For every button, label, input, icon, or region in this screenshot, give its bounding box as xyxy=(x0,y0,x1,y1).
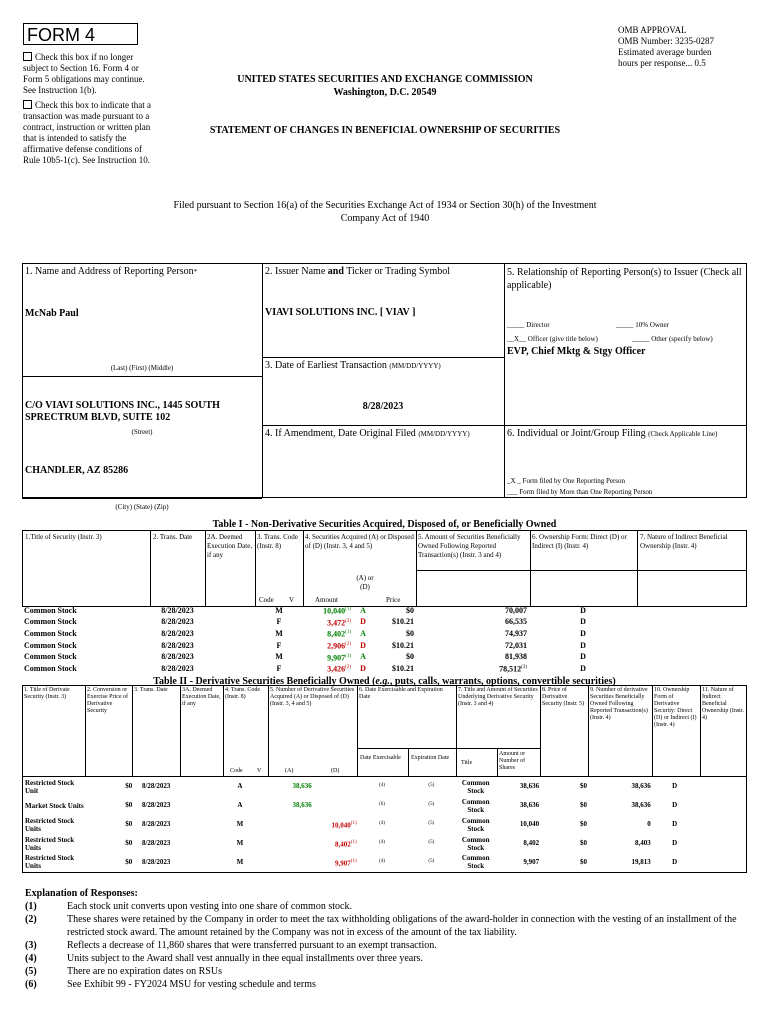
t2-form: D xyxy=(672,820,678,828)
t2-deemed xyxy=(180,815,223,834)
t1-amount-value: 8,402 xyxy=(327,629,346,639)
t2-exer xyxy=(357,777,408,796)
t2-exer-footnote: (4) xyxy=(379,820,385,826)
t1-owned xyxy=(416,640,529,652)
t2-exp xyxy=(407,853,455,872)
t2-price: $0 xyxy=(125,820,133,828)
t2-date: 8/28/2023 xyxy=(141,782,171,790)
t2-exp-footnote: (5) xyxy=(428,820,435,826)
t2-dprice: $0 xyxy=(579,782,587,790)
table2-rows xyxy=(22,777,747,873)
table2-row xyxy=(23,777,747,796)
t1-code: M xyxy=(275,605,283,615)
t2-owned: 8,403 xyxy=(635,839,651,847)
t1-price: $0 xyxy=(406,652,414,662)
t2-owned: 0 xyxy=(647,820,651,828)
box4-label: 4. If Amendment, Date Original Filed (MM/DD/YYYY) xyxy=(265,428,470,439)
t2-deemed xyxy=(180,834,223,853)
agency-name: UNITED STATES SECURITIES AND EXCHANGE COMMISSION xyxy=(237,74,533,85)
t2-sub-exp: Expiration Date xyxy=(411,755,450,761)
t1-title: Common Stock xyxy=(24,652,77,662)
t1-nature xyxy=(637,663,747,675)
officer-title: EVP, Chief Mktg & Stgy Officer xyxy=(507,346,646,357)
street-sublabel: (Street) xyxy=(131,428,153,436)
t1-code: F xyxy=(276,640,282,650)
t1-form: D xyxy=(580,652,586,662)
t2-deemed xyxy=(180,796,223,815)
t1-deemed xyxy=(205,663,255,675)
explanation-item xyxy=(25,952,745,965)
t2-exp xyxy=(407,834,455,853)
explanation-text: Reflects a decrease of 11,860 shares that were transferred pursuant to an exempt transaction. xyxy=(67,940,437,951)
t1-sub-code: Code xyxy=(259,596,274,604)
t1-v xyxy=(303,628,313,640)
t1-deemed xyxy=(205,652,255,664)
t1-h4: 4. Securities Acquired (A) or Disposed of (D) (Instr. 3, 4 and 5) xyxy=(305,533,414,550)
t2-sub-v: V xyxy=(257,768,262,774)
t2-sub-amt: Amount or Number of Shares xyxy=(499,751,526,771)
t1-owned-value: 74,937 xyxy=(505,629,527,639)
t1-v xyxy=(303,605,313,617)
t2-sub-d: (D) xyxy=(331,768,340,774)
t2-a: 38,636 xyxy=(292,801,312,809)
t1-price: $10.21 xyxy=(392,640,414,650)
t1-nature xyxy=(637,605,747,617)
t2-title: Restricted Stock Units xyxy=(25,816,75,833)
t2-utitle: Common Stock xyxy=(461,816,490,833)
filing-option-one[interactable]: _X _ Form filed by One Reporting Person xyxy=(507,477,626,485)
t2-dprice: $0 xyxy=(579,857,587,866)
t1-amount-value: 9,907 xyxy=(327,653,346,663)
table1-row xyxy=(22,628,747,640)
owner10-option[interactable]: _____ 10% Owner xyxy=(616,321,669,329)
t1-v xyxy=(303,640,313,652)
t2-exer xyxy=(357,834,408,853)
t2-h6: 6. Date Exercisable and Expiration Date xyxy=(359,687,443,700)
t1-amount-value: 10,040 xyxy=(323,606,346,616)
t2-d xyxy=(312,815,357,834)
t1-h7: 7. Nature of Indirect Beneficial Ownership (Instr. 4) xyxy=(640,533,728,550)
t2-exer xyxy=(357,796,408,815)
table1-title: Table I - Non-Derivative Securities Acquired, Disposed of, or Beneficially Owned xyxy=(212,519,557,530)
earliest-transaction-date: 8/28/2023 xyxy=(362,401,404,412)
t2-exp xyxy=(407,815,455,834)
t2-code: A xyxy=(237,801,243,809)
t2-nature xyxy=(699,834,747,853)
t2-d xyxy=(312,853,357,872)
t1-owned xyxy=(416,652,529,664)
t2-sub-title: Title xyxy=(461,760,473,766)
t1-title: Common Stock xyxy=(24,605,77,615)
explanation-number: (1) xyxy=(25,901,37,912)
checkbox-icon[interactable] xyxy=(23,100,32,109)
city-sublabel: (City) (State) (Zip) xyxy=(115,503,169,511)
t2-uamt: 10,040 xyxy=(519,820,540,828)
explanation-number: (5) xyxy=(25,966,37,977)
t2-d xyxy=(312,796,357,815)
t1-amount-footnote: (2) xyxy=(345,618,351,624)
t2-d-footnote: (1) xyxy=(350,820,357,826)
t1-h3: 3. Trans. Code (Instr. 8) xyxy=(257,533,298,550)
t2-d-value: 10,040 xyxy=(331,821,351,830)
explanation-item xyxy=(25,900,745,913)
form-title: FORM 4 xyxy=(27,25,96,45)
t1-date: 8/28/2023 xyxy=(161,629,194,639)
t1-amount-footnote: (1) xyxy=(345,630,351,636)
t1-deemed xyxy=(205,617,255,629)
t2-dprice: $0 xyxy=(579,820,587,828)
t2-d-value: 9,907 xyxy=(335,858,351,867)
t1-nature xyxy=(637,640,747,652)
t2-utitle: Common Stock xyxy=(461,778,490,795)
t1-amount-footnote: (1) xyxy=(345,653,351,659)
form-title-box xyxy=(23,23,138,45)
t1-price: $0 xyxy=(406,629,414,639)
t2-uamt: 38,636 xyxy=(519,801,540,809)
director-option[interactable]: _____ Director xyxy=(507,321,550,329)
t1-aord: A xyxy=(360,652,366,662)
t2-title: Restricted Stock Unit xyxy=(25,778,75,795)
t1-amount xyxy=(313,663,353,675)
t1-title: Common Stock xyxy=(24,640,77,650)
t2-exer-footnote: (6) xyxy=(379,801,385,807)
t1-owned xyxy=(416,605,529,617)
t1-owned xyxy=(416,617,529,629)
reporting-person-name: McNab Paul xyxy=(25,308,79,319)
t2-nature xyxy=(699,796,747,815)
t2-h3a: 3A. Deemed Execution Date, if any xyxy=(182,687,221,707)
explanation-title: Explanation of Responses: xyxy=(25,888,138,899)
t2-title: Market Stock Units xyxy=(25,801,84,810)
issuer-name: VIAVI SOLUTIONS INC. [ VIAV ] xyxy=(265,307,416,318)
t2-nature xyxy=(699,815,747,834)
t1-date: 8/28/2023 xyxy=(161,652,194,662)
statement-title: STATEMENT OF CHANGES IN BENEFICIAL OWNERSHIP OF SECURITIES xyxy=(209,125,561,136)
table2-row xyxy=(23,834,747,853)
t1-date: 8/28/2023 xyxy=(161,605,194,615)
t2-h7: 7. Title and Amount of Securities Underlying Derivative Security (Instr. 3 and 4) xyxy=(458,687,538,707)
explanation-number: (2) xyxy=(25,914,37,925)
t1-amount-value: 2,906 xyxy=(327,641,346,651)
t1-v xyxy=(303,652,313,664)
explanation-item xyxy=(25,965,745,978)
t1-date: 8/28/2023 xyxy=(161,664,194,674)
checkbox-section16[interactable]: Check this box if no longer subject to Section 16. Form 4 or Form 5 obligations may continue. See Instruction 1(b). xyxy=(23,52,145,95)
filed-pursuant: Filed pursuant to Section 16(a) of the Securities Exchange Act of 1934 or Section 30(h) of the Investment Company Act of 1940 xyxy=(173,200,597,224)
t2-nature xyxy=(699,777,747,796)
t1-aord: D xyxy=(360,640,366,650)
t2-exp xyxy=(407,777,455,796)
box5-label: 5. Relationship of Reporting Person(s) to Issuer (Check all applicable) xyxy=(507,267,742,291)
t1-nature xyxy=(637,652,747,664)
t2-code: A xyxy=(237,782,243,790)
t2-h1: 1. Title of Derivate Security (Instr. 3) xyxy=(24,687,70,700)
explanation-item xyxy=(25,913,745,939)
t1-nature xyxy=(637,628,747,640)
t2-form: D xyxy=(672,782,678,790)
t1-date: 8/28/2023 xyxy=(161,640,194,650)
t2-date: 8/28/2023 xyxy=(141,857,171,866)
t1-sub-price: Price xyxy=(386,596,401,604)
t2-uamt: 38,636 xyxy=(519,782,540,790)
t2-owned: 38,636 xyxy=(631,801,651,809)
t1-aord: D xyxy=(360,664,366,674)
explanation-text: These shares were retained by the Company in order to meet the tax withholding obligations of the award-holder in connection with the vesting of an installment of the restricted stock award. The amount retained by the Company was not in excess of the amount of the tax liability. xyxy=(67,914,737,938)
t1-code: F xyxy=(276,617,282,627)
table2-title: Table II - Derivative Securities Beneficially Owned (e.g., puts, calls, warrants, options, convertible securities) xyxy=(153,676,616,687)
box3-label: 3. Date of Earliest Transaction (MM/DD/YYYY) xyxy=(265,360,441,371)
t2-deemed xyxy=(180,853,223,872)
reporting-info-grid xyxy=(22,263,747,498)
t2-sub-a: (A) xyxy=(285,768,294,774)
t2-d-footnote: (1) xyxy=(350,839,357,845)
explanation-text: Units subject to the Award shall vest annually in thee equal installments over three years. xyxy=(67,953,423,964)
box6-label: 6. Individual or Joint/Group Filing (Check Applicable Line) xyxy=(507,428,718,439)
t2-utitle: Common Stock xyxy=(461,854,490,871)
t2-a xyxy=(268,815,312,834)
t2-exer-footnote: (4) xyxy=(379,858,385,864)
t2-owned: 38,636 xyxy=(631,782,651,790)
explanation-number: (3) xyxy=(25,940,37,951)
t1-sub-aord: (A) or (D) xyxy=(356,574,374,591)
t2-sub-code: Code xyxy=(230,768,243,774)
t1-amount xyxy=(313,617,353,629)
t2-code: M xyxy=(236,857,244,866)
t1-deemed xyxy=(205,628,255,640)
t2-dprice: $0 xyxy=(579,801,587,809)
t2-price: $0 xyxy=(125,801,133,809)
t2-code: M xyxy=(236,820,244,828)
t2-h3: 3. Trans. Date xyxy=(134,687,168,693)
t1-deemed xyxy=(205,605,255,617)
t2-uamt: 9,907 xyxy=(523,857,540,866)
t1-form: D xyxy=(580,617,586,627)
t2-price: $0 xyxy=(125,857,133,866)
t1-v xyxy=(303,663,313,675)
t1-owned-footnote: (3) xyxy=(521,665,527,671)
officer-option[interactable]: __X__ Officer (give title below) xyxy=(507,335,598,343)
t2-exer xyxy=(357,815,408,834)
t1-amount-footnote: (2) xyxy=(345,665,351,671)
t1-v xyxy=(303,617,313,629)
t1-amount-value: 3,472 xyxy=(327,618,346,628)
explanation-number: (6) xyxy=(25,979,37,990)
t1-code: M xyxy=(275,652,283,662)
agency-city: Washington, D.C. 20549 xyxy=(333,87,437,98)
table2-row xyxy=(23,796,747,815)
t2-sub-exer: Date Exercisable xyxy=(360,755,401,761)
t2-v xyxy=(257,815,268,834)
checkbox-icon[interactable] xyxy=(23,52,32,61)
t2-v xyxy=(257,853,268,872)
t1-form: D xyxy=(580,640,586,650)
t2-h8: 8. Price of Derivative Security (Instr. 5) xyxy=(542,687,585,707)
t2-h2: 2. Conversion or Exercise Price of Derivative Security xyxy=(87,687,128,714)
t2-utitle: Common Stock xyxy=(461,835,490,852)
t1-aord: A xyxy=(360,605,366,615)
t2-a xyxy=(268,834,312,853)
t2-uamt: 8,402 xyxy=(523,839,540,847)
t2-exer-footnote: (4) xyxy=(379,839,385,845)
table1-row xyxy=(22,663,747,675)
checkbox-10b5[interactable]: Check this box to indicate that a transaction was made pursuant to a contract, instruction or written plan that is intended to satisfy the affirmative defense conditions of Rule 10b5-1(c). See Instruction 10. xyxy=(23,100,151,165)
t2-exer xyxy=(357,853,408,872)
t1-code: M xyxy=(275,629,283,639)
t2-form: D xyxy=(672,839,678,847)
t1-owned xyxy=(416,663,529,675)
t1-sub-v: V xyxy=(289,596,295,604)
t1-price: $10.21 xyxy=(392,664,414,674)
t1-owned xyxy=(416,628,529,640)
t2-price: $0 xyxy=(125,782,133,790)
table2-row xyxy=(23,853,747,872)
omb-approval: OMB APPROVAL OMB Number: 3235-0287 Estimated average burden hours per response... 0.5 xyxy=(618,25,714,68)
t1-h5: 5. Amount of Securities Beneficially Owned Following Reported Transaction(s) (Instr. 3 and 4) xyxy=(418,533,521,559)
t1-title: Common Stock xyxy=(24,664,77,674)
t1-owned-value: 78,512 xyxy=(499,664,522,674)
t2-deemed xyxy=(180,777,223,796)
t1-aord: D xyxy=(360,617,366,627)
t2-exp-footnote: (5) xyxy=(428,801,435,807)
t2-a xyxy=(268,853,312,872)
t2-utitle: Common Stock xyxy=(461,797,490,814)
t1-deemed xyxy=(205,640,255,652)
t2-exp-footnote: (5) xyxy=(428,858,435,864)
t2-v xyxy=(257,834,268,853)
t2-exp-footnote: (5) xyxy=(428,839,435,845)
t1-amount xyxy=(313,640,353,652)
t2-exer-footnote: (4) xyxy=(379,782,385,788)
box1-label: 1. Name and Address of Reporting Person* xyxy=(25,266,198,277)
explanation-list xyxy=(25,900,745,991)
name-sublabel: (Last) (First) (Middle) xyxy=(110,364,174,372)
t1-form: D xyxy=(580,629,586,639)
table1-row xyxy=(22,605,747,617)
filing-option-multiple[interactable]: ___ Form filed by More than One Reporting Person xyxy=(507,488,653,496)
t1-title: Common Stock xyxy=(24,617,77,627)
t2-title: Restricted Stock Units xyxy=(25,835,75,852)
t2-code: M xyxy=(236,839,244,847)
t1-owned-value: 70,007 xyxy=(505,605,527,615)
t2-h5: 5. Number of Derivative Securities Acquired (A) or Disposed of (D) (Instr. 3, 4 and 5) xyxy=(270,687,355,707)
explanation-text: There are no expiration dates on RSUs xyxy=(67,966,222,977)
t2-d xyxy=(312,777,357,796)
t1-sub-amount: Amount xyxy=(315,596,338,604)
t1-nature xyxy=(637,617,747,629)
t2-price: $0 xyxy=(125,839,133,847)
t1-aord: A xyxy=(360,629,366,639)
t1-date: 8/28/2023 xyxy=(161,617,194,627)
t1-title: Common Stock xyxy=(24,629,77,639)
t1-h1: 1.Title of Security (Instr. 3) xyxy=(25,533,102,541)
t2-title: Restricted Stock Units xyxy=(25,854,75,871)
t2-d xyxy=(312,834,357,853)
box2-label: 2. Issuer Name and Ticker or Trading Symbol xyxy=(265,266,451,277)
t1-amount xyxy=(313,628,353,640)
t1-price: $0 xyxy=(406,605,414,615)
t2-form: D xyxy=(672,857,678,866)
t2-d-value: 8,402 xyxy=(335,840,351,849)
t2-h10: 10. Ownership Form of Derivative Security: Direct (D) or Indirect (I) (Instr. 4) xyxy=(654,687,697,728)
table2-row xyxy=(23,815,747,834)
t1-h2a: 2A. Deemed Execution Date, if any xyxy=(207,533,253,559)
t1-code: F xyxy=(276,664,282,674)
reporting-person-city: CHANDLER, AZ 85286 xyxy=(25,465,129,476)
t1-amount-footnote: (2) xyxy=(345,641,351,647)
t1-h2: 2. Trans. Date xyxy=(153,533,193,541)
t1-owned-value: 66,535 xyxy=(505,617,527,627)
other-option[interactable]: _____ Other (specify below) xyxy=(632,335,713,343)
t2-d-footnote: (1) xyxy=(350,858,357,864)
t2-exp-footnote: (5) xyxy=(428,782,435,788)
t1-owned-value: 72,031 xyxy=(505,640,527,650)
t2-form: D xyxy=(672,801,678,809)
t1-amount-footnote: (1) xyxy=(345,607,351,612)
t1-amount xyxy=(313,605,353,617)
t2-v xyxy=(257,777,268,796)
explanation-text: Each stock unit converts upon vesting into one share of common stock. xyxy=(67,901,352,912)
t2-v xyxy=(257,796,268,815)
t1-form: D xyxy=(580,664,586,674)
t2-date: 8/28/2023 xyxy=(141,820,171,828)
t2-nature xyxy=(699,853,747,872)
t1-form: D xyxy=(580,605,586,615)
t2-date: 8/28/2023 xyxy=(141,839,171,847)
t2-owned: 19,813 xyxy=(631,857,651,866)
t2-exp xyxy=(407,796,455,815)
t1-h6: 6. Ownership Form: Direct (D) or Indirect (I) (Instr. 4) xyxy=(532,533,627,550)
t1-amount xyxy=(313,652,353,664)
table1-row xyxy=(22,652,747,664)
reporting-person-street: C/O VIAVI SOLUTIONS INC., 1445 SOUTH SPRECTRUM BLVD, SUITE 102 xyxy=(25,400,220,423)
t2-date: 8/28/2023 xyxy=(141,801,171,809)
t1-owned-value: 81,938 xyxy=(505,652,527,662)
t2-h9: 9. Number of derivative Securities Beneficially Owned Following Reported Transaction(s) (Instr. 4) xyxy=(590,687,648,721)
explanation-text: See Exhibit 99 - FY2024 MSU for vesting schedule and terms xyxy=(67,979,316,990)
t1-price: $10.21 xyxy=(392,617,414,627)
explanation-item xyxy=(25,939,745,952)
explanation-number: (4) xyxy=(25,953,37,964)
t2-h4: 4. Trans. Code (Instr. 8) xyxy=(225,687,261,700)
t1-amount-value: 3,426 xyxy=(327,664,346,674)
table1-row xyxy=(22,617,747,629)
explanation-item xyxy=(25,978,745,991)
table1-rows xyxy=(22,605,747,675)
table1-row xyxy=(22,640,747,652)
t2-a: 38,636 xyxy=(292,782,312,790)
t2-h11: 11. Nature of Indirect Beneficial Ownership (Instr. 4) xyxy=(702,687,744,721)
t2-dprice: $0 xyxy=(579,839,587,847)
